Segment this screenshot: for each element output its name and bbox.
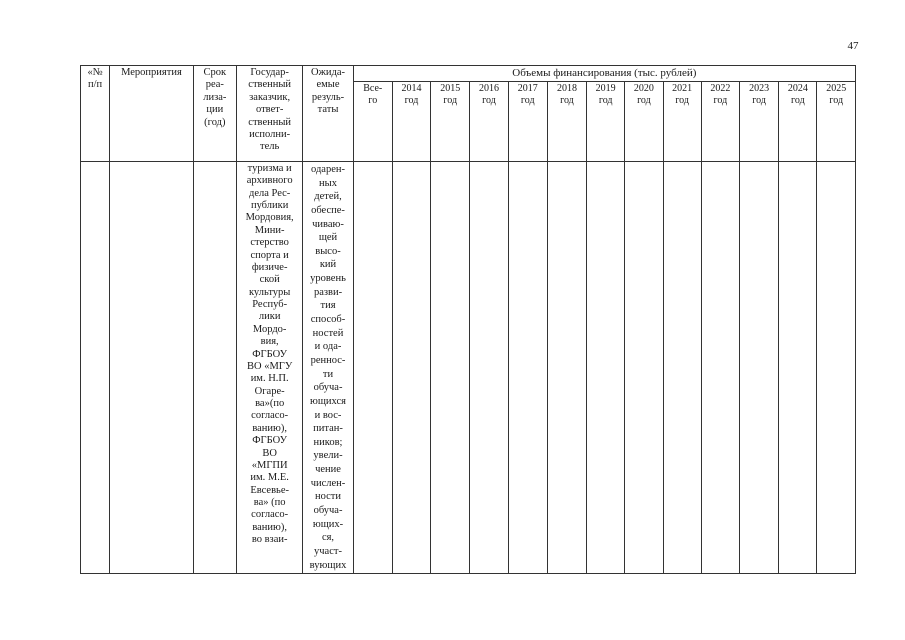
funding-col-line: год <box>637 94 651 106</box>
result-line: ности <box>315 491 341 503</box>
result-line: обуча- <box>313 504 343 516</box>
header-results-line: Ожида- <box>311 67 345 78</box>
header-funding-col <box>817 81 856 161</box>
funding-col-line: 2015 <box>440 82 461 94</box>
header-customer-line: ственный <box>248 116 292 128</box>
header-customer-line: ответ- <box>255 104 284 116</box>
customer-line: во взаи- <box>251 534 288 546</box>
funding-col-line: год <box>791 94 805 106</box>
result-line: реннос- <box>310 354 346 366</box>
page-number: 47 <box>847 40 859 52</box>
header-num-line: «№ <box>87 67 103 78</box>
header-funding-title: Объемы финансирования (тыс. рублей) <box>353 66 855 82</box>
result-line: ющих- <box>312 518 344 530</box>
body-funding-cell <box>547 161 586 573</box>
header-customer-line: Государ- <box>250 67 289 78</box>
customer-line: ва» (по <box>253 497 286 509</box>
result-line: чиваю- <box>312 218 344 230</box>
body-funding-cell <box>740 161 779 573</box>
customer-line: спорта и <box>250 249 289 261</box>
body-funding-cell <box>508 161 547 573</box>
customer-line: Огаре- <box>254 385 285 397</box>
header-funding-col <box>587 81 625 161</box>
header-funding-col <box>392 81 430 161</box>
customer-line: публики <box>250 200 289 212</box>
funding-col-line: 2025 <box>826 82 847 94</box>
customer-line: Мордовия, <box>245 212 294 224</box>
result-line: тия <box>320 300 336 312</box>
body-funding-cell <box>625 161 663 573</box>
funding-col-line: 2018 <box>556 82 577 94</box>
funding-col-line: го <box>368 94 378 106</box>
header-term-line: Срок <box>203 67 227 78</box>
result-line: и вос- <box>314 409 342 421</box>
header-term-line: (год) <box>204 116 226 128</box>
result-line: ти <box>322 368 334 380</box>
header-funding-col <box>547 81 586 161</box>
header-customer-line: заказчик, <box>249 91 291 103</box>
customer-line: Евсевье- <box>250 484 289 496</box>
result-line: ников; <box>313 436 343 448</box>
header-results-line: таты <box>317 104 339 116</box>
body-customer <box>236 161 302 573</box>
header-results <box>303 66 353 162</box>
body-funding-cell <box>392 161 430 573</box>
customer-line: ва»(по <box>255 398 285 410</box>
header-customer-line: ственный <box>248 79 292 91</box>
result-line: числен- <box>310 477 346 489</box>
result-line: ностей <box>312 327 344 339</box>
body-event <box>110 161 194 573</box>
result-line: участ- <box>314 545 342 557</box>
funding-col-line: год <box>598 94 613 106</box>
header-funding-col <box>663 81 701 161</box>
result-line: ся, <box>321 532 335 544</box>
result-line: ных <box>319 177 337 189</box>
body-funding-cell <box>817 161 856 573</box>
funding-col-line: Все- <box>363 82 383 94</box>
result-line: питан- <box>313 423 343 435</box>
result-line: и ода- <box>314 341 342 353</box>
customer-line: вия, <box>260 336 279 348</box>
body-results <box>303 161 353 573</box>
header-funding-col <box>508 81 547 161</box>
customer-line: ВО <box>262 447 277 459</box>
funding-col-line: 2017 <box>517 82 538 94</box>
header-funding-col <box>470 81 508 161</box>
header-term-line: лиза- <box>203 91 227 103</box>
header-funding-col <box>701 81 739 161</box>
customer-line: ВО «МГУ <box>247 360 293 372</box>
header-term-line: ции <box>206 104 224 116</box>
body-funding-cell <box>779 161 817 573</box>
body-funding-cell <box>587 161 625 573</box>
result-line: ющихся <box>310 395 346 407</box>
funding-col-line: год <box>713 94 728 106</box>
body-funding-cell <box>353 161 392 573</box>
customer-line: ской <box>259 274 280 286</box>
result-line: способ- <box>310 314 346 326</box>
result-line: одарен- <box>311 163 345 175</box>
header-funding-col <box>625 81 663 161</box>
customer-line: Респуб- <box>252 299 288 311</box>
customer-line: им. М.Е. <box>250 472 289 484</box>
header-term-line: реа- <box>205 79 224 91</box>
header-customer-line: исполни- <box>249 128 291 140</box>
header-results-line: емые <box>316 79 340 91</box>
funding-col-line: год <box>829 94 844 106</box>
result-line: обуча- <box>313 382 343 394</box>
customer-line: дела Рес- <box>249 187 291 199</box>
funding-col-line: 2020 <box>633 82 654 94</box>
header-term <box>193 66 236 162</box>
result-line: чение <box>315 464 341 476</box>
result-line: уровень <box>310 273 346 285</box>
body-funding-cell <box>663 161 701 573</box>
funding-col-line: год <box>404 94 419 106</box>
funding-col-line: 2024 <box>787 82 808 94</box>
customer-line: ванию), <box>252 521 287 533</box>
customer-line: ФГБОУ <box>252 435 288 447</box>
funding-col-line: 2021 <box>672 82 693 94</box>
customer-line: Мини- <box>254 224 285 236</box>
header-funding-col <box>779 81 817 161</box>
funding-col-line: 2016 <box>478 82 499 94</box>
customer-line: лики <box>258 311 281 323</box>
body-term <box>193 161 236 573</box>
funding-col-line: год <box>675 94 689 106</box>
funding-col-line: 2023 <box>749 82 770 94</box>
result-line: высо- <box>315 245 341 257</box>
funding-col-line: 2014 <box>401 82 422 94</box>
header-funding-col <box>353 81 392 161</box>
header-results-line: резуль- <box>311 91 345 103</box>
customer-line: архивного <box>246 175 293 187</box>
funding-col-line: год <box>752 94 766 106</box>
header-funding-col <box>740 81 779 161</box>
result-line: разви- <box>313 286 343 298</box>
customer-line: культуры <box>248 286 291 298</box>
customer-line: им. Н.П. <box>250 373 289 385</box>
customer-line: туризма и <box>247 162 292 174</box>
header-num-line: п/п <box>88 79 103 91</box>
customer-line: Мордо- <box>252 323 287 335</box>
result-line: увели- <box>313 450 343 462</box>
customer-line: «МГПИ <box>251 459 288 471</box>
customer-line: согласо- <box>251 509 289 521</box>
funding-col-line: год <box>482 94 496 106</box>
body-funding-cell <box>470 161 508 573</box>
header-funding-col <box>431 81 470 161</box>
header-customer-line: тель <box>260 141 280 153</box>
customer-line: ФГБОУ <box>252 348 288 360</box>
funding-col-line: год <box>443 94 458 106</box>
customer-line: физиче- <box>251 261 288 273</box>
customer-line: согласо- <box>251 410 289 422</box>
body-funding-cell <box>431 161 470 573</box>
header-customer <box>236 66 302 162</box>
funding-col-line: 2022 <box>710 82 731 94</box>
header-event <box>110 66 194 162</box>
result-line: обеспе- <box>311 204 345 216</box>
customer-line: ванию), <box>252 422 287 434</box>
result-line: вующих <box>309 559 347 571</box>
body-num <box>81 161 110 573</box>
funding-col-line: год <box>560 94 574 106</box>
customer-line: стерство <box>250 237 289 249</box>
result-line: детей, <box>314 191 342 203</box>
funding-col-line: год <box>520 94 535 106</box>
header-num <box>81 66 110 162</box>
body-funding-cell <box>701 161 739 573</box>
result-line: кий <box>319 259 337 271</box>
header-event-line: Мероприятия <box>121 67 182 78</box>
funding-col-line: 2019 <box>595 82 616 94</box>
funding-table <box>80 65 856 574</box>
result-line: щей <box>318 232 338 244</box>
